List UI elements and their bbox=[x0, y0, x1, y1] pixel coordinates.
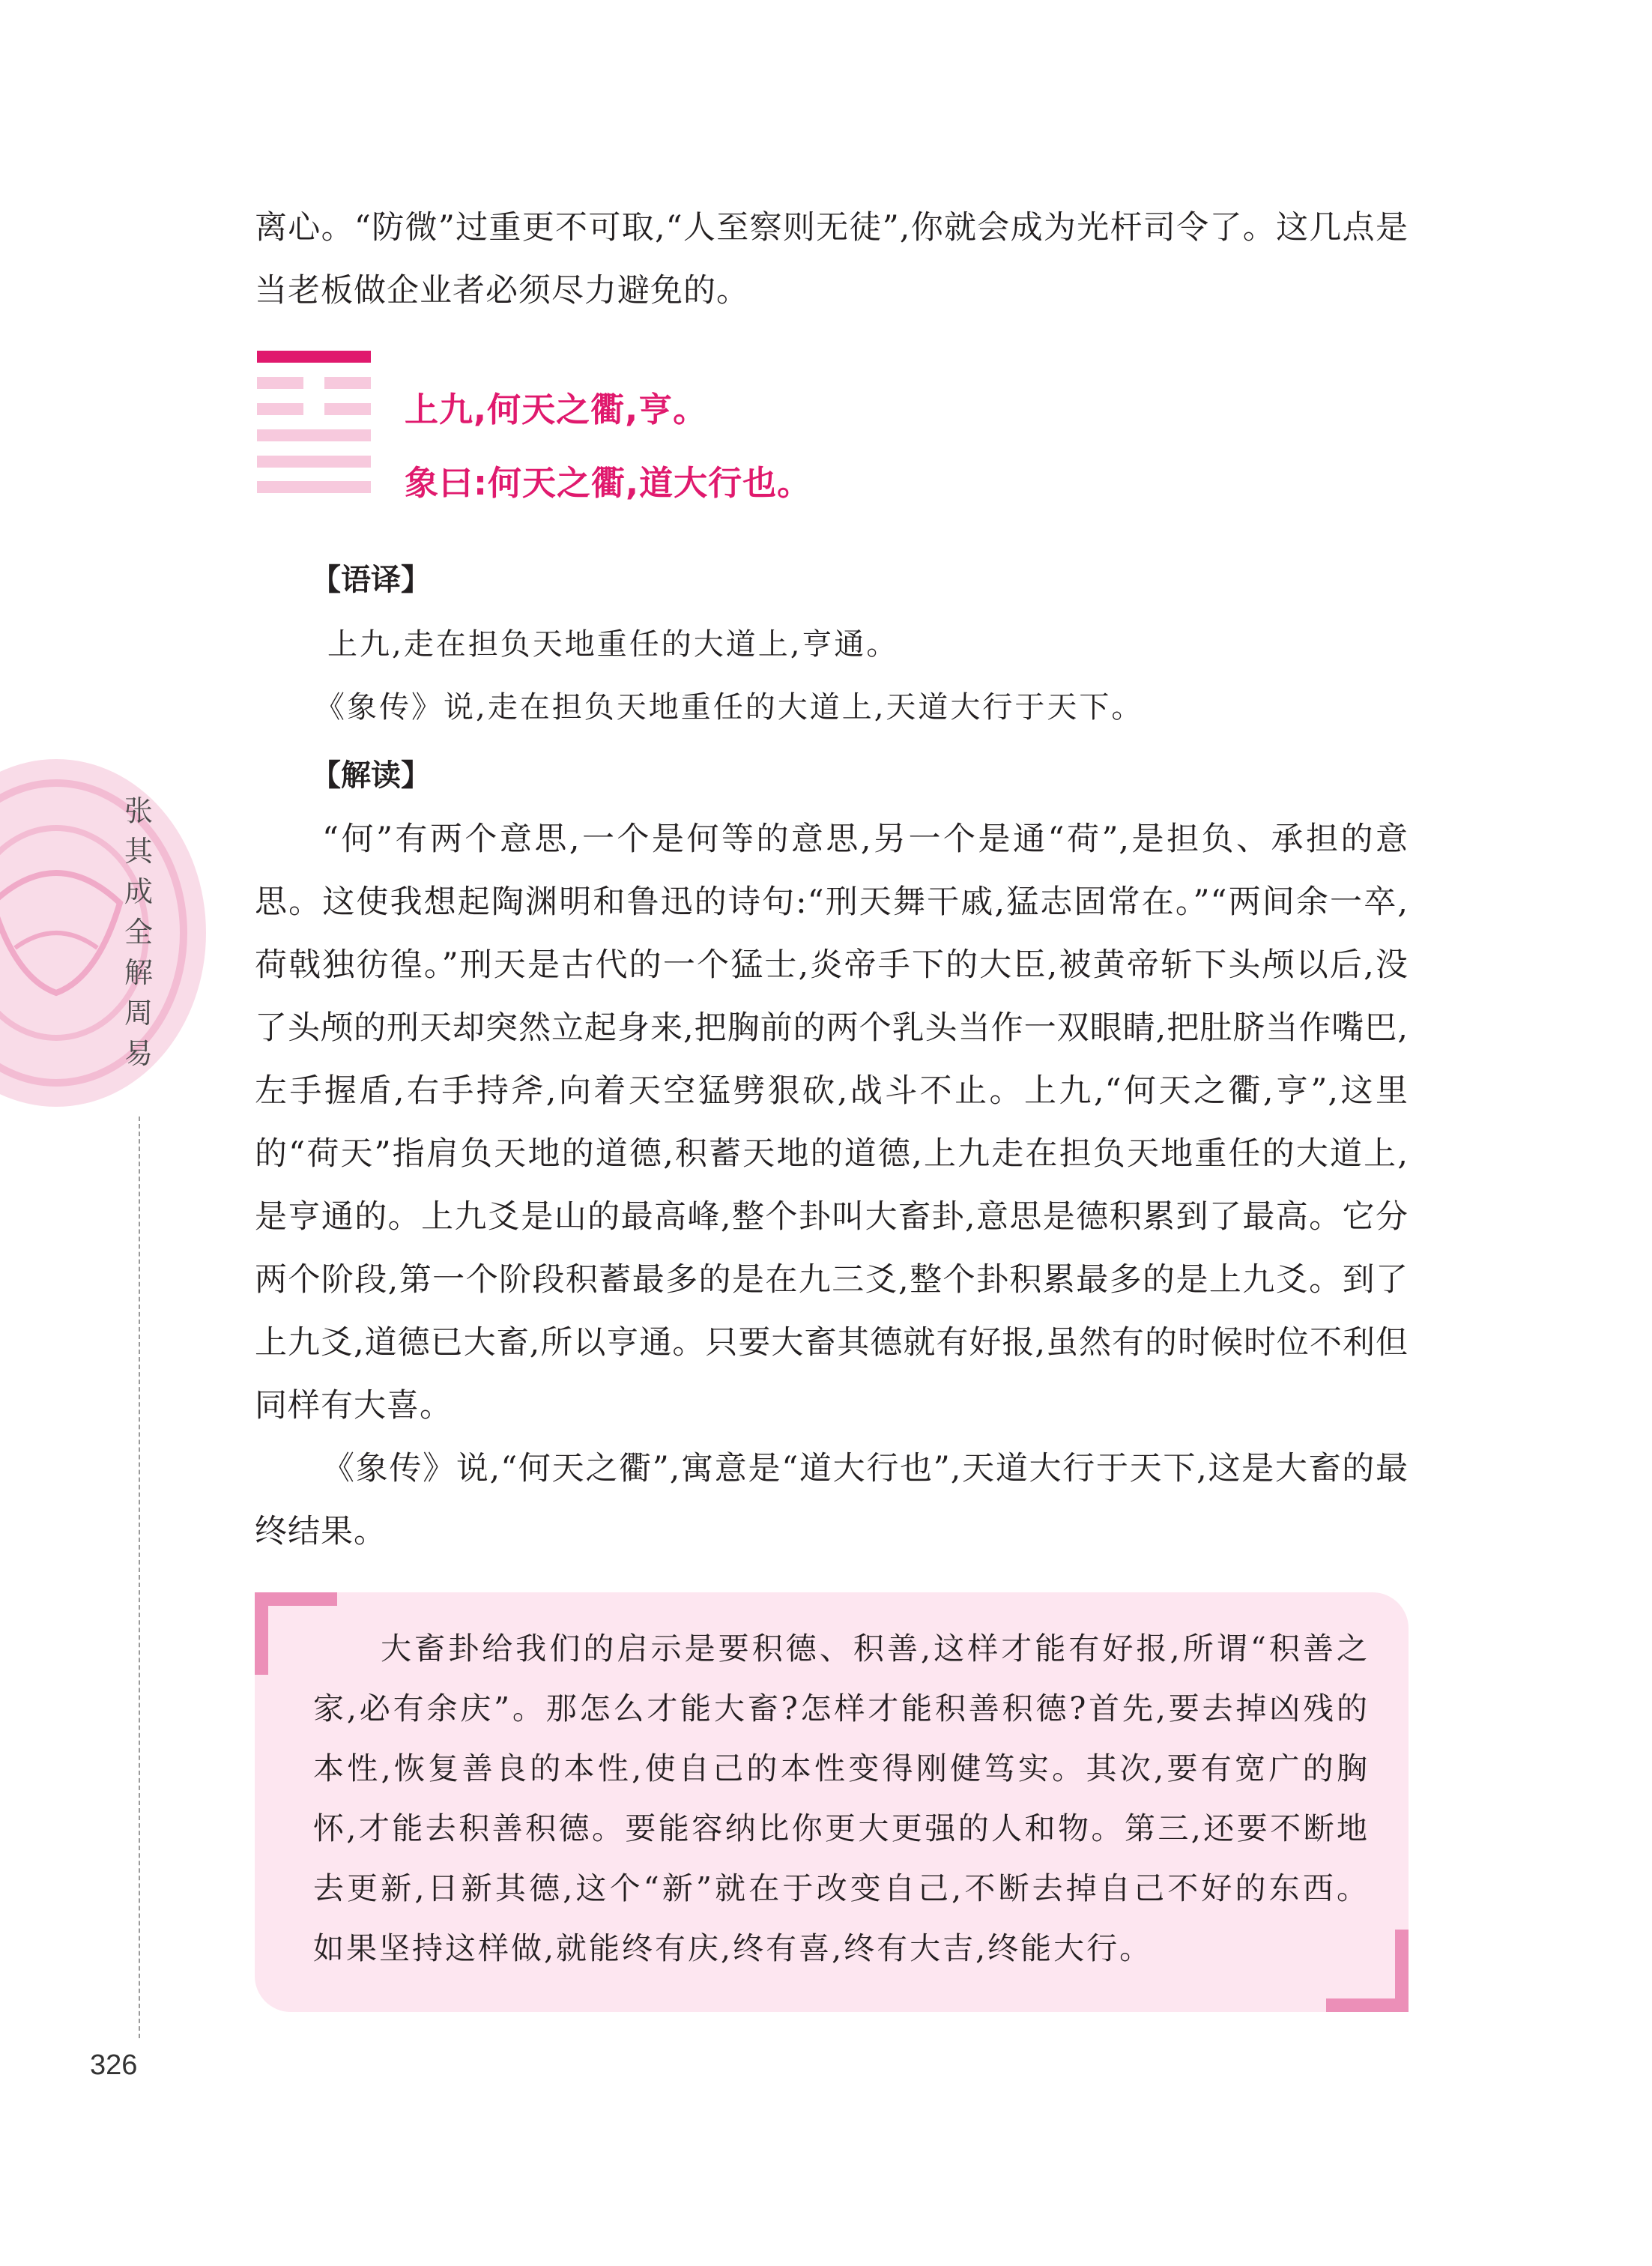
page-number: 326 bbox=[90, 2049, 138, 2081]
hexagram-line-2-right bbox=[324, 377, 371, 389]
box-corner-top-left-horizontal bbox=[255, 1592, 337, 1606]
intro-text: 离心。“防微”过重更不可取,“人至察则无徒”,你就会成为光杆司令了。这几点是当老板做企业者必须尽力避免的。 bbox=[255, 209, 1409, 309]
interpretation-paragraph-2: 《象传》说,“何天之衢”,寓意是“道大行也”,天道大行于天下,这是大畜的最终结果。 bbox=[255, 1450, 1409, 1550]
hexagram-symbol bbox=[257, 351, 371, 493]
intro-paragraph bbox=[255, 196, 1409, 322]
section-title-translation: 【语译】 bbox=[311, 563, 431, 597]
section-title-interpretation: 【解读】 bbox=[311, 758, 431, 793]
classic-verse-line-2: 象曰:何天之衢,道大行也。 bbox=[405, 463, 812, 503]
classic-verse-line-1: 上九,何天之衢,亨。 bbox=[405, 390, 708, 429]
translation-line-1: 上九,走在担负天地重任的大道上,亨通。 bbox=[327, 627, 899, 662]
hexagram-line-3-right bbox=[324, 403, 371, 415]
summary-box-text: 大畜卦给我们的启示是要积德、积善,这样才能有好报,所谓“积善之家,必有余庆”。那怎么才能大畜?怎样才能积善积德?首先,要去掉凶残的本性,恢复善良的本性,使自己的本性变得刚健笃实。其次,要有宽广的胸怀,才能去积善积德。要能容纳比你更大更强的人和物。第三,还要不断地去更新,日新其德,这个“新”就在于改变自己,不断去掉自己不好的东西。如果坚持这样做,就能终有庆,终有喜,终有大吉,终能大行。 bbox=[313, 1631, 1370, 1966]
interpretation-paragraph-1: “何”有两个意思,一个是何等的意思,另一个是通“荷”,是担负、承担的意思。这使我想起陶渊明和鲁迅的诗句:“刑天舞干戚,猛志固常在。”“两间余一卒,荷戟独彷徨。”刑天是古代的一个猛士,炎帝手下的大臣,被黄帝斩下头颅以后,没了头颅的刑天却突然立起身来,把胸前的两个乳头当作一双眼睛,把肚脐当作嘴巴,左手握盾,右手持斧,向着天空猛劈狠砍,战斗不止。上九,“何天之衢,亨”,这里的“荷天”指肩负天地的道德,积蓄天地的道德,上九走在担负天地重任的大道上,是亨通的。上九爻是山的最高峰,整个卦叫大畜卦,意思是德积累到了最高。它分两个阶段,第一个阶段积蓄最多的是在九三爻,整个卦积累最多的是上九爻。到了上九爻,道德已大畜,所以亨通。只要大畜其德就有好报,虽然有的时候时位不利但同样有大喜。 bbox=[255, 821, 1409, 1424]
hexagram-line-2-left bbox=[257, 377, 303, 389]
book-title-vertical: 张其成全解周易 bbox=[124, 794, 153, 1070]
hexagram-line-6 bbox=[257, 481, 371, 493]
box-corner-bottom-right-horizontal bbox=[1326, 1998, 1409, 2012]
hexagram-top-line bbox=[257, 351, 371, 363]
translation-line-2: 《象传》说,走在担负天地重任的大道上,天道大行于天下。 bbox=[315, 690, 1144, 725]
margin-dashed-line bbox=[139, 1117, 140, 2038]
hexagram-line-4 bbox=[257, 429, 371, 441]
hexagram-line-5 bbox=[257, 456, 371, 468]
interpretation-body bbox=[255, 808, 1409, 1563]
hexagram-line-3-left bbox=[257, 403, 303, 415]
seal-ornament-icon bbox=[0, 753, 210, 1113]
